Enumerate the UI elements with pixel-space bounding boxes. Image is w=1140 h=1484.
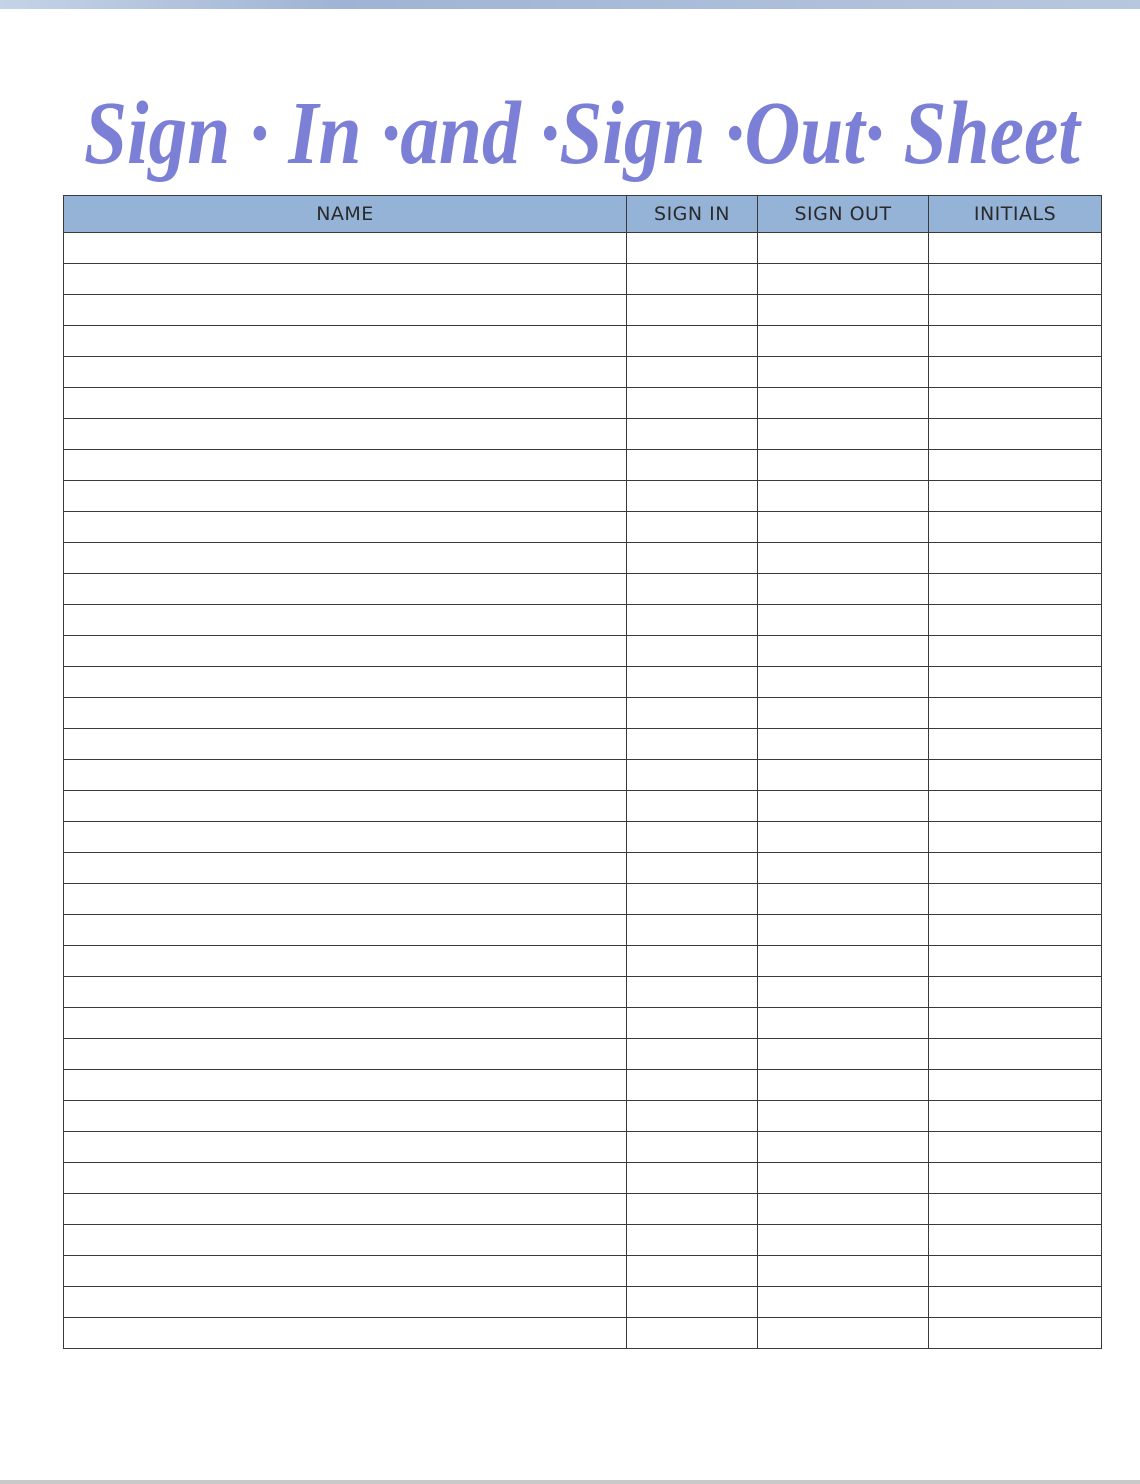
cell-sign-in bbox=[627, 264, 758, 295]
cell-sign-in bbox=[627, 698, 758, 729]
cell-name bbox=[64, 1101, 627, 1132]
cell-sign-out bbox=[758, 1194, 929, 1225]
cell-sign-in bbox=[627, 388, 758, 419]
cell-name bbox=[64, 884, 627, 915]
cell-sign-out bbox=[758, 295, 929, 326]
cell-sign-in bbox=[627, 1101, 758, 1132]
table-row bbox=[64, 419, 1102, 450]
cell-initials bbox=[929, 946, 1102, 977]
cell-initials bbox=[929, 1039, 1102, 1070]
cell-name bbox=[64, 915, 627, 946]
column-header-initials: INITIALS bbox=[929, 196, 1102, 233]
cell-sign-in bbox=[627, 543, 758, 574]
cell-initials bbox=[929, 760, 1102, 791]
cell-sign-out bbox=[758, 419, 929, 450]
cell-sign-in bbox=[627, 419, 758, 450]
cell-name bbox=[64, 822, 627, 853]
cell-name bbox=[64, 1132, 627, 1163]
cell-initials bbox=[929, 512, 1102, 543]
table-row bbox=[64, 357, 1102, 388]
table-row bbox=[64, 1194, 1102, 1225]
cell-initials bbox=[929, 1132, 1102, 1163]
cell-initials bbox=[929, 853, 1102, 884]
cell-sign-in bbox=[627, 729, 758, 760]
cell-name bbox=[64, 233, 627, 264]
cell-sign-out bbox=[758, 729, 929, 760]
cell-sign-out bbox=[758, 1070, 929, 1101]
cell-sign-in bbox=[627, 915, 758, 946]
cell-initials bbox=[929, 574, 1102, 605]
cell-sign-out bbox=[758, 760, 929, 791]
sign-in-table bbox=[63, 195, 1102, 1349]
cell-initials bbox=[929, 264, 1102, 295]
table-row bbox=[64, 233, 1102, 264]
cell-sign-out bbox=[758, 946, 929, 977]
table-row bbox=[64, 822, 1102, 853]
cell-sign-in bbox=[627, 1039, 758, 1070]
cell-sign-in bbox=[627, 822, 758, 853]
cell-name bbox=[64, 1256, 627, 1287]
table-row bbox=[64, 760, 1102, 791]
cell-sign-out bbox=[758, 1132, 929, 1163]
cell-name bbox=[64, 543, 627, 574]
cell-sign-out bbox=[758, 822, 929, 853]
column-header-name: NAME bbox=[64, 196, 627, 233]
cell-name bbox=[64, 326, 627, 357]
cell-sign-out bbox=[758, 667, 929, 698]
table-row bbox=[64, 512, 1102, 543]
cell-sign-out bbox=[758, 1101, 929, 1132]
cell-sign-out bbox=[758, 698, 929, 729]
cell-name bbox=[64, 1039, 627, 1070]
cell-sign-in bbox=[627, 295, 758, 326]
cell-name bbox=[64, 1225, 627, 1256]
cell-sign-in bbox=[627, 636, 758, 667]
cell-initials bbox=[929, 729, 1102, 760]
column-header-sign-in: SIGN IN bbox=[627, 196, 758, 233]
cell-initials bbox=[929, 791, 1102, 822]
cell-sign-out bbox=[758, 977, 929, 1008]
cell-sign-in bbox=[627, 1225, 758, 1256]
table-row bbox=[64, 1225, 1102, 1256]
cell-name bbox=[64, 1163, 627, 1194]
table-row bbox=[64, 326, 1102, 357]
cell-sign-in bbox=[627, 977, 758, 1008]
cell-name bbox=[64, 791, 627, 822]
table-header-row bbox=[64, 196, 1102, 233]
cell-sign-in bbox=[627, 853, 758, 884]
cell-initials bbox=[929, 698, 1102, 729]
cell-sign-out bbox=[758, 574, 929, 605]
cell-sign-out bbox=[758, 388, 929, 419]
table-row bbox=[64, 977, 1102, 1008]
cell-sign-in bbox=[627, 512, 758, 543]
cell-sign-in bbox=[627, 1008, 758, 1039]
cell-sign-out bbox=[758, 853, 929, 884]
cell-initials bbox=[929, 326, 1102, 357]
cell-sign-out bbox=[758, 1225, 929, 1256]
cell-sign-in bbox=[627, 326, 758, 357]
cell-name bbox=[64, 1008, 627, 1039]
cell-name bbox=[64, 264, 627, 295]
cell-name bbox=[64, 698, 627, 729]
table-row bbox=[64, 729, 1102, 760]
table-row bbox=[64, 1132, 1102, 1163]
cell-name bbox=[64, 853, 627, 884]
cell-sign-in bbox=[627, 946, 758, 977]
cell-sign-in bbox=[627, 1070, 758, 1101]
cell-name bbox=[64, 1070, 627, 1101]
table-row bbox=[64, 481, 1102, 512]
cell-sign-out bbox=[758, 264, 929, 295]
cell-name bbox=[64, 512, 627, 543]
page-title: Sign · In ·and ·Sign ·Out· Sheet bbox=[84, 84, 1080, 183]
cell-name bbox=[64, 636, 627, 667]
cell-name bbox=[64, 388, 627, 419]
cell-sign-out bbox=[758, 481, 929, 512]
cell-initials bbox=[929, 1163, 1102, 1194]
cell-sign-out bbox=[758, 915, 929, 946]
table-row bbox=[64, 884, 1102, 915]
cell-initials bbox=[929, 233, 1102, 264]
table-row bbox=[64, 264, 1102, 295]
cell-sign-out bbox=[758, 791, 929, 822]
cell-initials bbox=[929, 884, 1102, 915]
cell-name bbox=[64, 667, 627, 698]
cell-initials bbox=[929, 1256, 1102, 1287]
cell-sign-in bbox=[627, 667, 758, 698]
cell-sign-out bbox=[758, 1039, 929, 1070]
cell-name bbox=[64, 605, 627, 636]
cell-initials bbox=[929, 481, 1102, 512]
cell-sign-out bbox=[758, 1318, 929, 1349]
cell-initials bbox=[929, 822, 1102, 853]
cell-sign-out bbox=[758, 357, 929, 388]
table-row bbox=[64, 574, 1102, 605]
cell-initials bbox=[929, 915, 1102, 946]
cell-name bbox=[64, 357, 627, 388]
cell-initials bbox=[929, 543, 1102, 574]
table-row bbox=[64, 1070, 1102, 1101]
table-row bbox=[64, 791, 1102, 822]
table-row bbox=[64, 543, 1102, 574]
table-row bbox=[64, 1287, 1102, 1318]
cell-name bbox=[64, 481, 627, 512]
table-row bbox=[64, 450, 1102, 481]
cell-sign-out bbox=[758, 450, 929, 481]
cell-name bbox=[64, 1194, 627, 1225]
cell-name bbox=[64, 419, 627, 450]
cell-initials bbox=[929, 1008, 1102, 1039]
table-row bbox=[64, 1256, 1102, 1287]
bottom-edge-line bbox=[0, 1480, 1140, 1484]
cell-sign-in bbox=[627, 791, 758, 822]
cell-initials bbox=[929, 667, 1102, 698]
cell-sign-out bbox=[758, 605, 929, 636]
cell-sign-in bbox=[627, 574, 758, 605]
cell-name bbox=[64, 760, 627, 791]
cell-initials bbox=[929, 1101, 1102, 1132]
cell-sign-out bbox=[758, 233, 929, 264]
cell-sign-in bbox=[627, 760, 758, 791]
cell-sign-out bbox=[758, 884, 929, 915]
cell-initials bbox=[929, 1194, 1102, 1225]
cell-initials bbox=[929, 977, 1102, 1008]
cell-sign-out bbox=[758, 1256, 929, 1287]
top-accent-bar bbox=[0, 0, 1140, 9]
cell-initials bbox=[929, 419, 1102, 450]
cell-name bbox=[64, 295, 627, 326]
cell-name bbox=[64, 1318, 627, 1349]
cell-sign-in bbox=[627, 1163, 758, 1194]
cell-sign-in bbox=[627, 450, 758, 481]
table-row bbox=[64, 915, 1102, 946]
cell-sign-out bbox=[758, 512, 929, 543]
cell-sign-in bbox=[627, 884, 758, 915]
cell-sign-out bbox=[758, 1163, 929, 1194]
cell-name bbox=[64, 946, 627, 977]
cell-name bbox=[64, 574, 627, 605]
cell-initials bbox=[929, 388, 1102, 419]
cell-initials bbox=[929, 1070, 1102, 1101]
cell-sign-out bbox=[758, 1008, 929, 1039]
cell-sign-in bbox=[627, 481, 758, 512]
cell-initials bbox=[929, 636, 1102, 667]
cell-name bbox=[64, 729, 627, 760]
table-row bbox=[64, 853, 1102, 884]
cell-initials bbox=[929, 1318, 1102, 1349]
table-row bbox=[64, 698, 1102, 729]
cell-initials bbox=[929, 605, 1102, 636]
table-row bbox=[64, 1163, 1102, 1194]
cell-sign-in bbox=[627, 233, 758, 264]
cell-sign-out bbox=[758, 326, 929, 357]
cell-name bbox=[64, 977, 627, 1008]
cell-sign-in bbox=[627, 1318, 758, 1349]
cell-sign-in bbox=[627, 605, 758, 636]
table-row bbox=[64, 636, 1102, 667]
table-row bbox=[64, 667, 1102, 698]
column-header-sign-out: SIGN OUT bbox=[758, 196, 929, 233]
cell-initials bbox=[929, 295, 1102, 326]
cell-name bbox=[64, 450, 627, 481]
cell-name bbox=[64, 1287, 627, 1318]
table-row bbox=[64, 1008, 1102, 1039]
table-row bbox=[64, 605, 1102, 636]
cell-sign-out bbox=[758, 543, 929, 574]
table-row bbox=[64, 1101, 1102, 1132]
cell-sign-in bbox=[627, 1256, 758, 1287]
cell-sign-in bbox=[627, 357, 758, 388]
cell-sign-out bbox=[758, 1287, 929, 1318]
table-row bbox=[64, 1318, 1102, 1349]
cell-initials bbox=[929, 357, 1102, 388]
cell-initials bbox=[929, 450, 1102, 481]
cell-sign-in bbox=[627, 1132, 758, 1163]
table-row bbox=[64, 388, 1102, 419]
cell-initials bbox=[929, 1225, 1102, 1256]
table-row bbox=[64, 1039, 1102, 1070]
cell-initials bbox=[929, 1287, 1102, 1318]
table-body bbox=[64, 233, 1102, 1349]
table-row bbox=[64, 295, 1102, 326]
cell-sign-in bbox=[627, 1194, 758, 1225]
cell-sign-out bbox=[758, 636, 929, 667]
cell-sign-in bbox=[627, 1287, 758, 1318]
table-row bbox=[64, 946, 1102, 977]
